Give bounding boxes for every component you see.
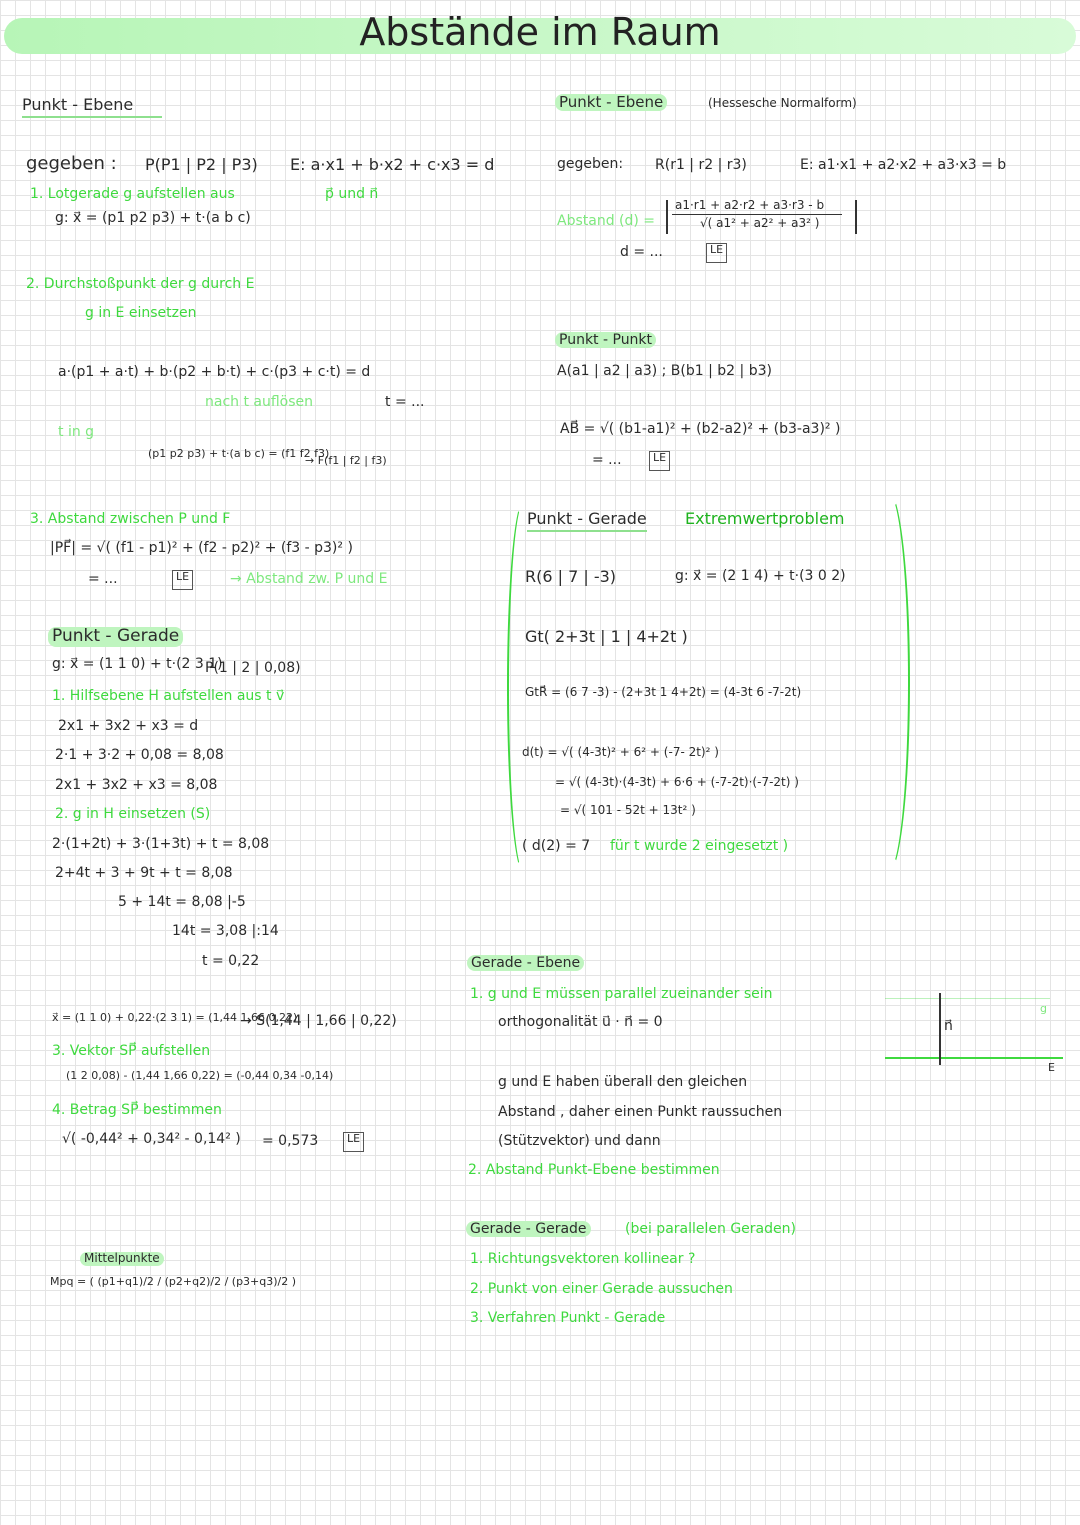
sketch-normal xyxy=(939,993,941,1065)
heading-gerade-ebene: Gerade - Ebene xyxy=(467,955,584,971)
distance-d-line1: d(t) = √( (4-3t)² + 6² + (-7- 2t)² ) xyxy=(522,745,719,759)
point-r: R(r1 | r2 | r3) xyxy=(655,157,747,173)
calc-line-2: 2+4t + 3 + 9t + t = 8,08 xyxy=(55,865,233,881)
step2-durchstoss: 2. Durchstoßpunkt der g durch E xyxy=(26,276,255,292)
point-p: P(P1 | P2 | P3) xyxy=(145,155,258,174)
d-note: für t wurde 2 eingesetzt ) xyxy=(610,838,789,854)
heading-punkt-gerade: Punkt - Gerade xyxy=(48,627,183,647)
hesse-note: (Hessesche Normalform) xyxy=(708,96,857,110)
calc-line-5: t = 0,22 xyxy=(202,953,260,969)
abs-bar-left xyxy=(666,200,668,234)
abstand-label: Abstand (d) = xyxy=(557,213,656,229)
gtr-vector: GtR⃗ = (6 7 -3) - (2+3t 1 4+2t) = (4-3t 6 -7-2t) xyxy=(525,685,802,699)
point-gt: Gt( 2+3t | 1 | 4+2t ) xyxy=(525,627,688,646)
points-a-b: A(a1 | a2 | a3) ; B(b1 | b2 | b3) xyxy=(557,363,772,379)
sketch-plane-e xyxy=(885,1057,1063,1059)
hesse-numerator: a1·r1 + a2·r2 + a3·r3 - b xyxy=(675,198,825,212)
h-equation-1: 2x1 + 3x2 + x3 = d xyxy=(58,718,199,734)
ge-orthogonal: orthogonalität u⃗ · n⃗ = 0 xyxy=(498,1014,663,1030)
f-point: → F(f1 | f2 | f3) xyxy=(305,454,387,467)
heading-punkt-ebene-hesse: Punkt - Ebene xyxy=(555,94,667,111)
ge-step1: 1. g und E müssen parallel zueinander sein xyxy=(470,986,773,1002)
ab-distance-formula: AB⃗ = √( (b1-a1)² + (b2-a2)² + (b3-a3)² ) xyxy=(560,421,841,437)
extremwert-heading: Extremwertproblem xyxy=(685,509,845,528)
ab-result: = ... xyxy=(592,452,622,468)
line-g-right: g: x⃗ = (2 1 4) + t·(3 0 2) xyxy=(675,568,846,584)
le-unit-2: LE xyxy=(343,1132,364,1152)
plane-equation-right: E: a1·x1 + a2·x2 + a3·x3 = b xyxy=(800,157,1007,173)
t-equals: t = ... xyxy=(385,394,425,410)
pf-note: → Abstand zw. P und E xyxy=(230,571,388,587)
point-r-example: R(6 | 7 | -3) xyxy=(525,567,617,586)
step1-lotgerade: 1. Lotgerade g aufstellen aus xyxy=(30,186,235,202)
sketch-n-label: n⃗ xyxy=(944,1018,953,1034)
gg-step2: 2. Punkt von einer Gerade aussuchen xyxy=(470,1281,733,1297)
calc-line-4: 14t = 3,08 |:14 xyxy=(172,923,279,939)
step1-vectors: p⃗ und n⃗ xyxy=(325,186,379,202)
s-vector-calc: x⃗ = (1 1 0) + 0,22·(2 3 1) = (1,44 1,66 0,22) xyxy=(52,1011,298,1024)
step3-abstand: 3. Abstand zwischen P und F xyxy=(30,511,231,527)
mittelpunkt-formula: Mpq = ( (p1+q1)/2 / (p2+q2)/2 / (p3+q3)/2 ) xyxy=(50,1275,297,1288)
le-unit-3: LE xyxy=(706,243,727,263)
sketch-g-label: g xyxy=(1040,1002,1047,1015)
calc-line-3: 5 + 14t = 8,08 |-5 xyxy=(118,894,246,910)
pg-step3-vektor: 3. Vektor SP⃗ aufstellen xyxy=(52,1043,211,1059)
page-title: Abstände im Raum xyxy=(359,10,721,54)
step2-einsetzen: g in E einsetzen xyxy=(85,305,197,321)
le-unit: LE xyxy=(172,570,193,590)
heading-punkt-punkt: Punkt - Punkt xyxy=(555,332,656,348)
fraction-line xyxy=(672,214,842,215)
sketch-line-g xyxy=(885,998,1050,999)
ge-text-3: (Stützvektor) und dann xyxy=(498,1133,661,1149)
calc-line-1: 2·(1+2t) + 3·(1+3t) + t = 8,08 xyxy=(52,836,270,852)
heading-gerade-gerade: Gerade - Gerade xyxy=(466,1221,591,1237)
pf-result: = ... xyxy=(88,571,118,587)
heading-punkt-ebene: Punkt - Ebene xyxy=(22,96,162,118)
line-g-equation: g: x⃗ = (1 1 0) + t·(2 3 1) xyxy=(52,656,223,672)
t-in-g: t in g xyxy=(58,424,95,440)
le-unit-4: LE xyxy=(649,451,670,471)
distance-d-line3: = √( 101 - 52t + 13t² ) xyxy=(560,803,696,817)
heading-mittelpunkte: Mittelpunkte xyxy=(80,1252,164,1266)
plane-equation: E: a·x1 + b·x2 + c·x3 = d xyxy=(290,155,495,174)
pg-step4-betrag: 4. Betrag SP⃗ bestimmen xyxy=(52,1102,222,1118)
betrag-result: = 0,573 xyxy=(262,1133,319,1149)
substitution-equation: a·(p1 + a·t) + b·(p2 + b·t) + c·(p3 + c·t) = d xyxy=(58,364,371,380)
gg-note: (bei parallelen Geraden) xyxy=(625,1221,796,1237)
gg-step3: 3. Verfahren Punkt - Gerade xyxy=(470,1310,666,1326)
solve-for-t: nach t auflösen xyxy=(205,394,314,410)
gegeben-label-right: gegeben: xyxy=(557,156,624,172)
d-result: d = ... xyxy=(620,244,663,260)
ge-text-2: Abstand , daher einen Punkt raussuchen xyxy=(498,1104,783,1120)
bracket-right xyxy=(866,490,910,874)
distance-d-line2: = √( (4-3t)·(4-3t) + 6·6 + (-7-2t)·(-7-2t) ) xyxy=(555,775,799,789)
s-point: → S(1,44 | 1,66 | 0,22) xyxy=(240,1013,397,1029)
heading-punkt-gerade-right: Punkt - Gerade xyxy=(527,510,647,532)
h-equation-3: 2x1 + 3x2 + x3 = 8,08 xyxy=(55,777,218,793)
point-p-example: P(1 | 2 | 0,08) xyxy=(205,660,301,676)
ge-text-1: g und E haben überall den gleichen xyxy=(498,1074,748,1090)
h-equation-2: 2·1 + 3·2 + 0,08 = 8,08 xyxy=(55,747,224,763)
pf-distance-formula: |PF⃗| = √( (f1 - p1)² + (f2 - p2)² + (f3 - p3)² ) xyxy=(50,540,353,556)
hesse-denominator: √( a1² + a2² + a3² ) xyxy=(700,216,820,230)
betrag-formula: √( -0,44² + 0,34² - 0,14² ) xyxy=(62,1131,241,1147)
d-final: ( d(2) = 7 xyxy=(522,838,591,854)
pg-step1-hilfsebene: 1. Hilfsebene H aufstellen aus t v⃗ xyxy=(52,688,285,704)
ge-step2: 2. Abstand Punkt-Ebene bestimmen xyxy=(468,1162,720,1178)
f-vector-calc: (p1 p2 p3) + t·(a b c) = (f1 f2 f3) xyxy=(148,447,330,460)
pg-step2-einsetzen: 2. g in H einsetzen (S) xyxy=(55,806,211,822)
sketch-e-label: E xyxy=(1048,1061,1055,1074)
lotgerade-equation: g: x⃗ = (p1 p2 p3) + t·(a b c) xyxy=(55,210,251,226)
gg-step1: 1. Richtungsvektoren kollinear ? xyxy=(470,1251,696,1267)
sp-vector-calc: (1 2 0,08) - (1,44 1,66 0,22) = (-0,44 0,34 -0,14) xyxy=(66,1069,334,1082)
gegeben-label: gegeben : xyxy=(26,153,117,174)
abs-bar-right xyxy=(855,200,857,234)
